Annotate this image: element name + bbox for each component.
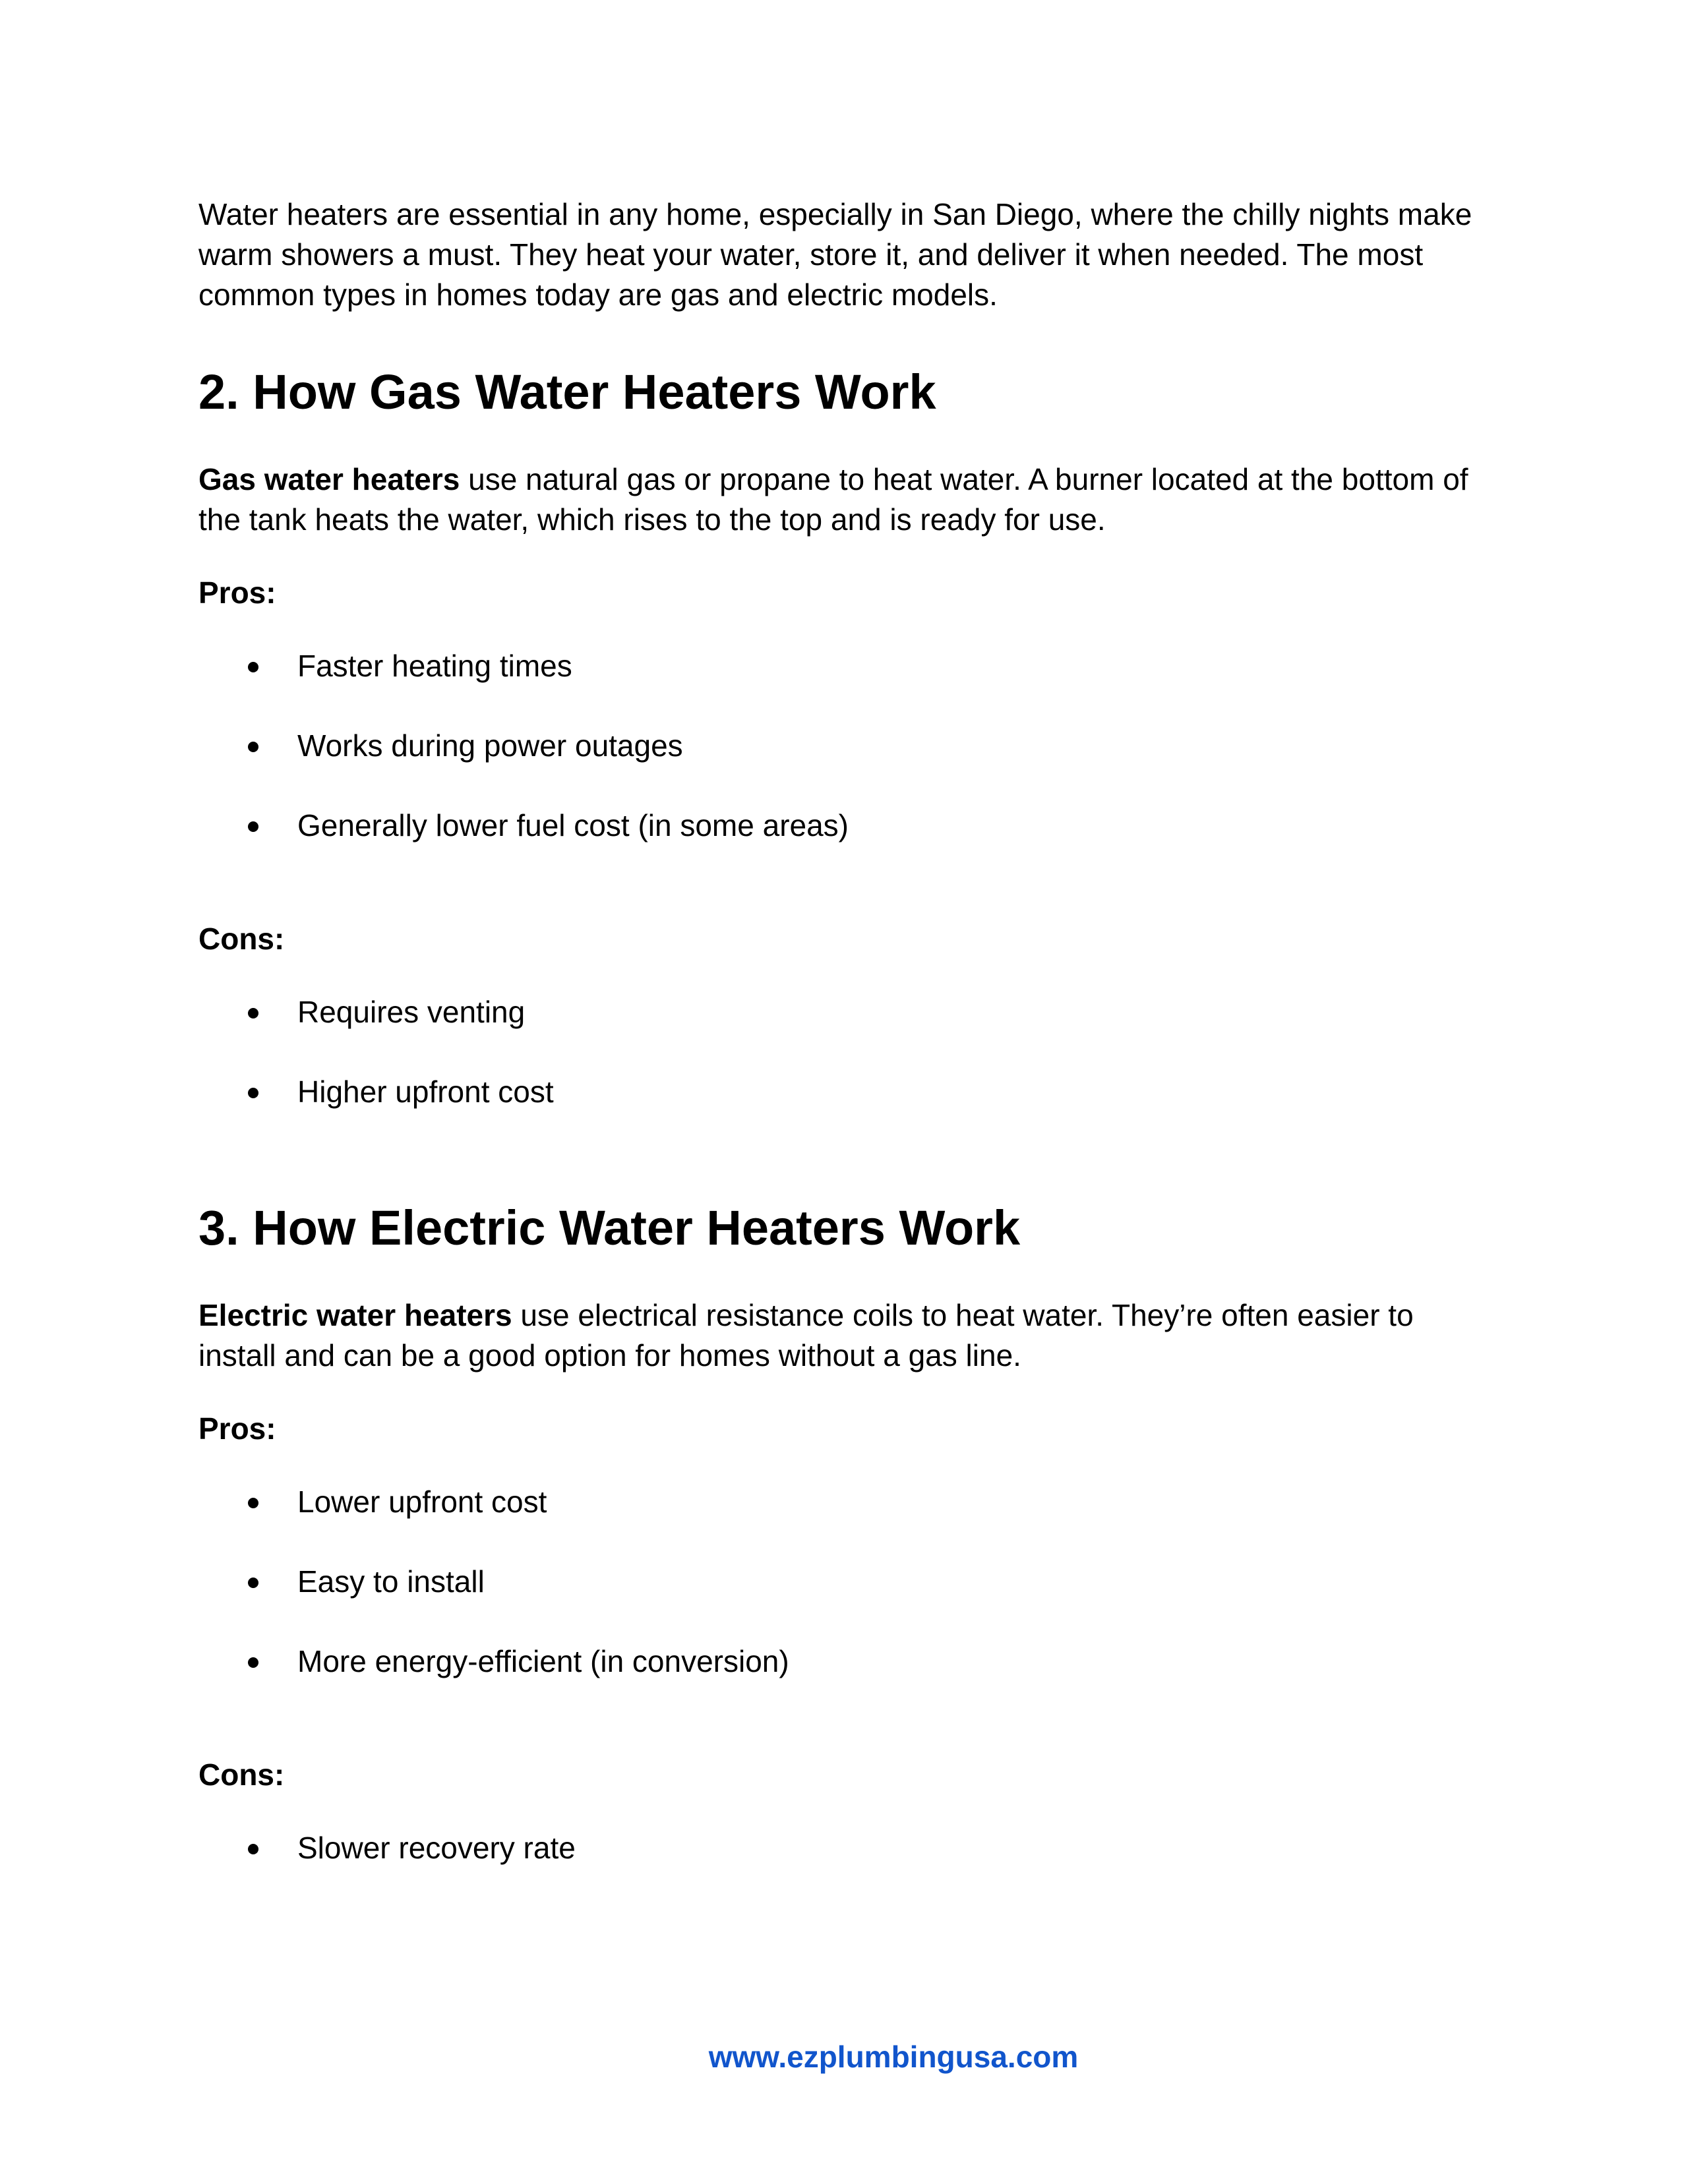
electric-cons-label: Cons: — [198, 1757, 285, 1792]
bullet-icon — [248, 1498, 258, 1508]
bullet-icon — [248, 1657, 258, 1668]
gas-cons-label: Cons: — [198, 922, 285, 956]
list-item-text: Generally lower fuel cost (in some areas) — [297, 808, 849, 842]
list-item-text: Faster heating times — [297, 649, 572, 683]
gas-intro-text: use natural gas or propane to heat water. A burner located at the bottom of the tank heats the water, which rises to the top and is ready for use. — [198, 462, 1468, 537]
list-item-text: More energy-efficient (in conversion) — [297, 1644, 789, 1678]
gas-intro-paragraph — [198, 459, 1491, 540]
electric-intro-bold: Electric water heaters — [198, 1298, 512, 1332]
list-item-text: Works during power outages — [297, 728, 683, 763]
gas-intro-bold: Gas water heaters — [198, 462, 460, 496]
intro-paragraph: Water heaters are essential in any home, especially in San Diego, where the chilly nights make warm showers a must. They heat your water, store it, and deliver it when needed. The most common types in homes today are gas and electric models. — [198, 197, 1472, 312]
electric-pros-label: Pros: — [198, 1411, 276, 1446]
electric-section-heading: 3. How Electric Water Heaters Work — [198, 1200, 1021, 1255]
electric-intro-paragraph — [198, 1295, 1491, 1376]
list-item-text: Lower upfront cost — [297, 1485, 547, 1519]
list-item-text: Higher upfront cost — [297, 1075, 554, 1109]
bullet-icon — [248, 1088, 258, 1098]
list-item-text: Easy to install — [297, 1564, 485, 1599]
bullet-icon — [248, 742, 258, 752]
gas-pros-label: Pros: — [198, 576, 276, 610]
bullet-icon — [248, 662, 258, 672]
bullet-icon — [248, 821, 258, 832]
footer-website-link[interactable]: www.ezplumbingusa.com — [708, 2040, 1079, 2074]
list-item-text: Slower recovery rate — [297, 1831, 576, 1865]
list-item-text: Requires venting — [297, 995, 526, 1029]
electric-intro-text: use electrical resistance coils to heat water. They’re often easier to install and can be a good option for homes without a gas line. — [198, 1298, 1414, 1372]
gas-section-heading: 2. How Gas Water Heaters Work — [198, 365, 936, 419]
bullet-icon — [248, 1578, 258, 1588]
bullet-icon — [248, 1844, 258, 1854]
bullet-icon — [248, 1008, 258, 1018]
